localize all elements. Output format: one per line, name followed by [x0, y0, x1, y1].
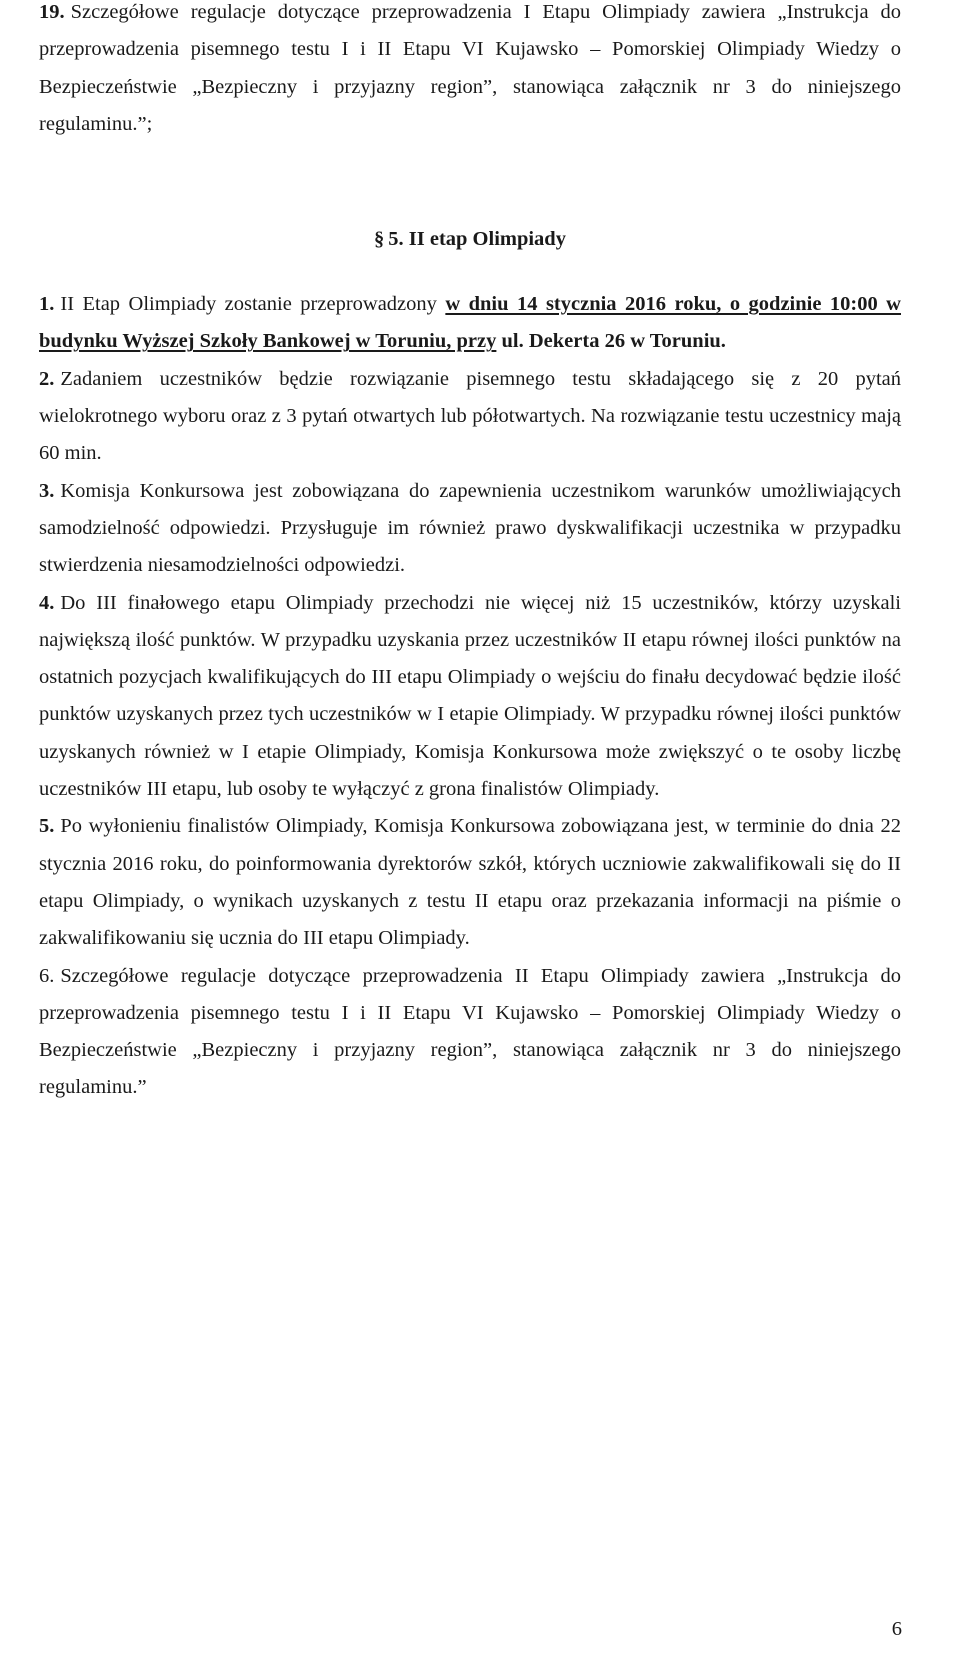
item-text: Szczegółowe regulacje dotyczące przeprowadzenia II Etapu Olimpiady zawiera „Instrukcja do przeprowadzenia pisemnego testu I i II Etapu VI Kujawsko – Pomorskiej Olimpiady Wiedzy o Bezpieczeństwie „Bezpieczny i przyjazny region”, stanowiąca załącznik nr 3 do niniejszego regulaminu.”: [39, 964, 901, 1099]
item-text: Zadaniem uczestników będzie rozwiązanie pisemnego testu składającego się z 20 pytań wielokrotnego wyboru oraz z 3 pytań otwartych lub półotwartych. Na rozwiązanie testu uczestnicy mają 60 min.: [39, 367, 901, 465]
page-number: 6: [891, 1618, 902, 1640]
item-text: II Etap Olimpiady zostanie przeprowadzony: [60, 293, 446, 316]
item-4: [39, 585, 901, 809]
item-number: 2.: [39, 367, 55, 390]
item-number: 6.: [39, 964, 55, 987]
section-title: 5. II etap Olimpiady: [388, 228, 566, 251]
document-page: [39, 0, 901, 1107]
section-heading: [39, 221, 901, 258]
item-number: 19.: [39, 1, 65, 23]
item-19: [39, 0, 901, 143]
section-symbol: §: [374, 228, 385, 251]
date-location-underlined: w dniu 14 stycznia 2016 roku, o godzinie 10:00 w budynku Wyższej Szkoły Bankowej w Toruniu, przy: [39, 293, 901, 353]
spacer: [39, 143, 901, 221]
item-number: 1.: [39, 293, 55, 316]
item-text: Po wyłonieniu finalistów Olimpiady, Komisja Konkursowa zobowiązana jest, w terminie do dnia 22 stycznia 2016 roku, do poinformowania dyrektorów szkół, których uczniowie zakwalifikowali się do II etapu Olimpiady, o wynikach uzyskanych z testu II etapu oraz przekazania informacji na piśmie o zakwalifikowaniu się ucznia do III etapu Olimpiady.: [39, 815, 901, 950]
spacer: [39, 258, 901, 286]
item-text: Do III finałowego etapu Olimpiady przechodzi nie więcej niż 15 uczestników, którzy uzyskali największą ilość punktów. W przypadku uzyskania przez uczestników II etapu równej ilości punktów na ostatnich pozycjach kwalifikujących do III etapu Olimpiady o wejściu do finału decydować będzie ilość punktów uzyskanych przez tych uczestników w I etapie Olimpiady. W przypadku równej ilości punktów uzyskanych również w I etapie Olimpiady, Komisja Konkursowa może zwiększyć o te osoby liczbę uczestników III etapu, lub osoby te wyłączyć z grona finalistów Olimpiady.: [39, 591, 901, 801]
item-6: [39, 958, 901, 1107]
item-number: 3.: [39, 479, 55, 502]
item-2: [39, 361, 901, 473]
item-3: [39, 473, 901, 585]
item-number: 5.: [39, 815, 55, 838]
address-bold: ul. Dekerta 26 w Toruniu.: [496, 330, 726, 353]
item-1: [39, 286, 901, 361]
item-5: [39, 808, 901, 957]
item-text: Szczegółowe regulacje dotyczące przeprowadzenia I Etapu Olimpiady zawiera „Instrukcja do przeprowadzenia pisemnego testu I i II Etapu VI Kujawsko – Pomorskiej Olimpiady Wiedzy o Bezpieczeństwie „Bezpieczny i przyjazny region”, stanowiąca załącznik nr 3 do niniejszego regulaminu.”;: [39, 1, 901, 135]
item-number: 4.: [39, 591, 55, 614]
item-text: Komisja Konkursowa jest zobowiązana do zapewnienia uczestnikom warunków umożliwiających samodzielność odpowiedzi. Przysługuje im również prawo dyskwalifikacji uczestnika w przypadku stwierdzenia niesamodzielności odpowiedzi.: [39, 479, 901, 577]
